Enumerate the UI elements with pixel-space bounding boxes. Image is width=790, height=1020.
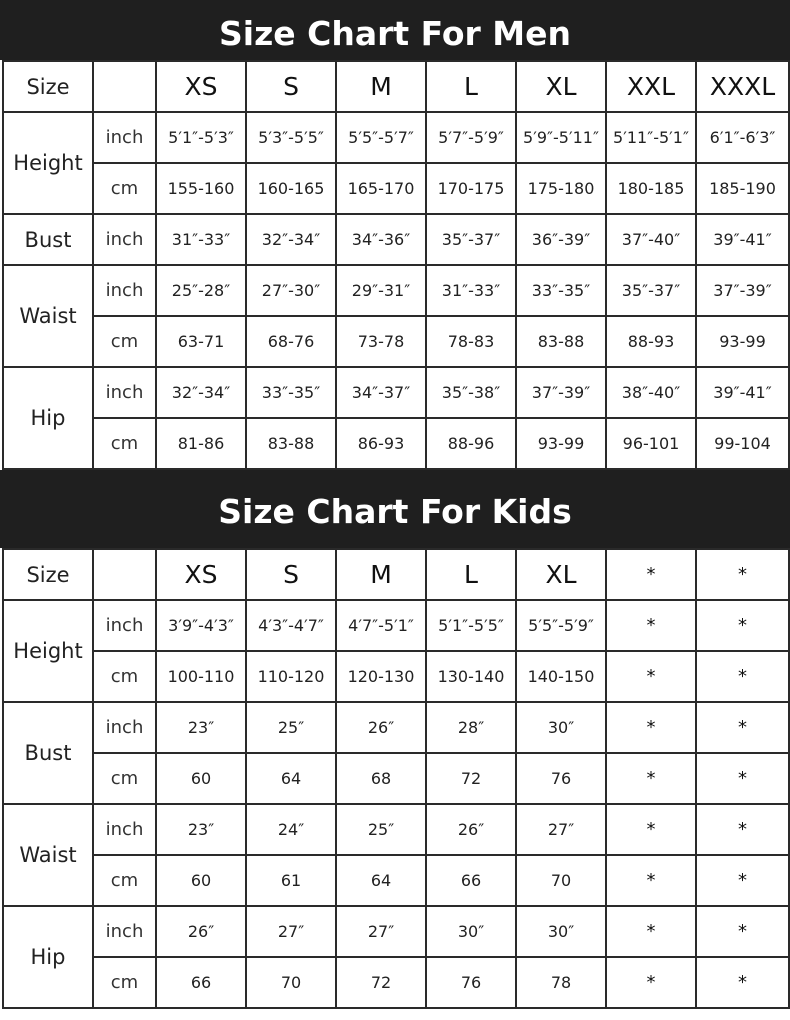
value-cell: 23″ (156, 804, 246, 855)
value-cell: 33″-35″ (246, 367, 336, 418)
value-cell: 24″ (246, 804, 336, 855)
unit-label: inch (93, 367, 156, 418)
value-cell: 66 (156, 957, 246, 1008)
value-cell: 26″ (336, 702, 426, 753)
value-cell: 66 (426, 855, 516, 906)
value-cell: 100-110 (156, 651, 246, 702)
value-cell: 27″ (516, 804, 606, 855)
value-cell: * (696, 753, 789, 804)
size-header-cell: L (426, 61, 516, 112)
value-cell: * (606, 702, 696, 753)
value-cell: 5′3″-5′5″ (246, 112, 336, 163)
value-cell: 78 (516, 957, 606, 1008)
value-cell: 26″ (426, 804, 516, 855)
table-row (3, 163, 789, 214)
value-cell: 83-88 (516, 316, 606, 367)
men-size-table (2, 60, 790, 470)
value-cell: 160-165 (246, 163, 336, 214)
unit-label: inch (93, 214, 156, 265)
value-cell: 29″-31″ (336, 265, 426, 316)
size-header-cell: XL (516, 61, 606, 112)
value-cell: 88-93 (606, 316, 696, 367)
value-cell: 99-104 (696, 418, 789, 469)
value-cell: 64 (336, 855, 426, 906)
value-cell: 37″-39″ (516, 367, 606, 418)
value-cell: 3′9″-4′3″ (156, 600, 246, 651)
table-row (3, 418, 789, 469)
table-row (3, 957, 789, 1008)
value-cell: 31″-33″ (156, 214, 246, 265)
value-cell: 63-71 (156, 316, 246, 367)
value-cell: 155-160 (156, 163, 246, 214)
value-cell: 35″-37″ (426, 214, 516, 265)
value-cell: 27″-30″ (246, 265, 336, 316)
header-row (3, 549, 789, 600)
value-cell: 25″ (336, 804, 426, 855)
unit-label: inch (93, 265, 156, 316)
unit-label: cm (93, 316, 156, 367)
size-header-cell: S (246, 549, 336, 600)
men-chart-title (0, 0, 790, 60)
kids-chart-title (0, 470, 790, 548)
value-cell: 70 (246, 957, 336, 1008)
size-label: Size (3, 549, 93, 600)
value-cell: 68-76 (246, 316, 336, 367)
value-cell: 31″-33″ (426, 265, 516, 316)
value-cell: * (606, 651, 696, 702)
table-row (3, 753, 789, 804)
value-cell: 39″-41″ (696, 214, 789, 265)
table-row (3, 112, 789, 163)
value-cell: 27″ (336, 906, 426, 957)
value-cell: 25″-28″ (156, 265, 246, 316)
value-cell: 37″-39″ (696, 265, 789, 316)
value-cell: 27″ (246, 906, 336, 957)
value-cell: * (696, 804, 789, 855)
value-cell: * (696, 957, 789, 1008)
value-cell: 96-101 (606, 418, 696, 469)
unit-label: inch (93, 600, 156, 651)
value-cell: 32″-34″ (156, 367, 246, 418)
table-row (3, 651, 789, 702)
value-cell: 180-185 (606, 163, 696, 214)
value-cell: * (696, 855, 789, 906)
measurement-label: Waist (3, 804, 93, 906)
value-cell: * (606, 957, 696, 1008)
measurement-label: Bust (3, 214, 93, 265)
value-cell: 4′3″-4′7″ (246, 600, 336, 651)
unit-label: cm (93, 418, 156, 469)
value-cell: * (606, 804, 696, 855)
value-cell: * (606, 600, 696, 651)
value-cell: 72 (426, 753, 516, 804)
value-cell: 93-99 (696, 316, 789, 367)
value-cell: 37″-40″ (606, 214, 696, 265)
table-row (3, 702, 789, 753)
value-cell: 23″ (156, 702, 246, 753)
men-chart-title-text: Size Chart For Men (218, 14, 572, 53)
value-cell: 88-96 (426, 418, 516, 469)
value-cell: 25″ (246, 702, 336, 753)
value-cell: 5′5″-5′7″ (336, 112, 426, 163)
unit-label: cm (93, 753, 156, 804)
value-cell: 110-120 (246, 651, 336, 702)
value-cell: 30″ (516, 702, 606, 753)
size-header-cell: XS (156, 61, 246, 112)
value-cell: 61 (246, 855, 336, 906)
measurement-label: Hip (3, 367, 93, 469)
value-cell: 130-140 (426, 651, 516, 702)
value-cell: 72 (336, 957, 426, 1008)
value-cell: 76 (426, 957, 516, 1008)
value-cell: 28″ (426, 702, 516, 753)
table-row (3, 855, 789, 906)
kids-chart-title-text: Size Chart For Kids (218, 492, 572, 531)
value-cell: 5′7″-5′9″ (426, 112, 516, 163)
unit-label: cm (93, 855, 156, 906)
size-label: Size (3, 61, 93, 112)
measurement-label: Height (3, 112, 93, 214)
value-cell: 78-83 (426, 316, 516, 367)
value-cell: * (606, 855, 696, 906)
value-cell: 33″-35″ (516, 265, 606, 316)
value-cell: 26″ (156, 906, 246, 957)
value-cell: 185-190 (696, 163, 789, 214)
unit-header-empty (93, 61, 156, 112)
value-cell: 34″-37″ (336, 367, 426, 418)
value-cell: 5′1″-5′3″ (156, 112, 246, 163)
value-cell: * (606, 906, 696, 957)
table-row (3, 600, 789, 651)
table-row (3, 804, 789, 855)
value-cell: 68 (336, 753, 426, 804)
value-cell: 86-93 (336, 418, 426, 469)
value-cell: * (696, 702, 789, 753)
value-cell: 5′9″-5′11″ (516, 112, 606, 163)
value-cell: 5′11″-5′1″ (606, 112, 696, 163)
size-header-cell: XXL (606, 61, 696, 112)
value-cell: 34″-36″ (336, 214, 426, 265)
value-cell: 6′1″-6′3″ (696, 112, 789, 163)
value-cell: 64 (246, 753, 336, 804)
value-cell: 120-130 (336, 651, 426, 702)
value-cell: 170-175 (426, 163, 516, 214)
table-row (3, 906, 789, 957)
unit-label: inch (93, 112, 156, 163)
value-cell: 4′7″-5′1″ (336, 600, 426, 651)
measurement-label: Waist (3, 265, 93, 367)
measurement-label: Bust (3, 702, 93, 804)
unit-label: inch (93, 804, 156, 855)
value-cell: 5′5″-5′9″ (516, 600, 606, 651)
value-cell: 5′1″-5′5″ (426, 600, 516, 651)
size-header-cell: M (336, 61, 426, 112)
value-cell: 165-170 (336, 163, 426, 214)
table-row (3, 265, 789, 316)
value-cell: 76 (516, 753, 606, 804)
value-cell: 70 (516, 855, 606, 906)
value-cell: * (696, 600, 789, 651)
table-row (3, 316, 789, 367)
value-cell: 39″-41″ (696, 367, 789, 418)
measurement-label: Hip (3, 906, 93, 1008)
measurement-label: Height (3, 600, 93, 702)
value-cell: 32″-34″ (246, 214, 336, 265)
size-header-cell: * (696, 549, 789, 600)
size-header-cell: XS (156, 549, 246, 600)
value-cell: 60 (156, 855, 246, 906)
unit-label: cm (93, 651, 156, 702)
unit-label: cm (93, 163, 156, 214)
unit-label: inch (93, 702, 156, 753)
value-cell: * (696, 651, 789, 702)
value-cell: 175-180 (516, 163, 606, 214)
size-header-cell: S (246, 61, 336, 112)
value-cell: 38″-40″ (606, 367, 696, 418)
value-cell: 30″ (426, 906, 516, 957)
value-cell: 60 (156, 753, 246, 804)
table-row (3, 214, 789, 265)
unit-header-empty (93, 549, 156, 600)
value-cell: * (696, 906, 789, 957)
size-header-cell: L (426, 549, 516, 600)
size-header-cell: XXXL (696, 61, 789, 112)
size-header-cell: M (336, 549, 426, 600)
value-cell: 73-78 (336, 316, 426, 367)
kids-size-table (2, 548, 790, 1009)
value-cell: * (606, 753, 696, 804)
value-cell: 140-150 (516, 651, 606, 702)
unit-label: cm (93, 957, 156, 1008)
unit-label: inch (93, 906, 156, 957)
table-row (3, 367, 789, 418)
header-row (3, 61, 789, 112)
size-header-cell: XL (516, 549, 606, 600)
value-cell: 81-86 (156, 418, 246, 469)
value-cell: 36″-39″ (516, 214, 606, 265)
value-cell: 83-88 (246, 418, 336, 469)
value-cell: 30″ (516, 906, 606, 957)
value-cell: 35″-38″ (426, 367, 516, 418)
value-cell: 93-99 (516, 418, 606, 469)
size-header-cell: * (606, 549, 696, 600)
value-cell: 35″-37″ (606, 265, 696, 316)
